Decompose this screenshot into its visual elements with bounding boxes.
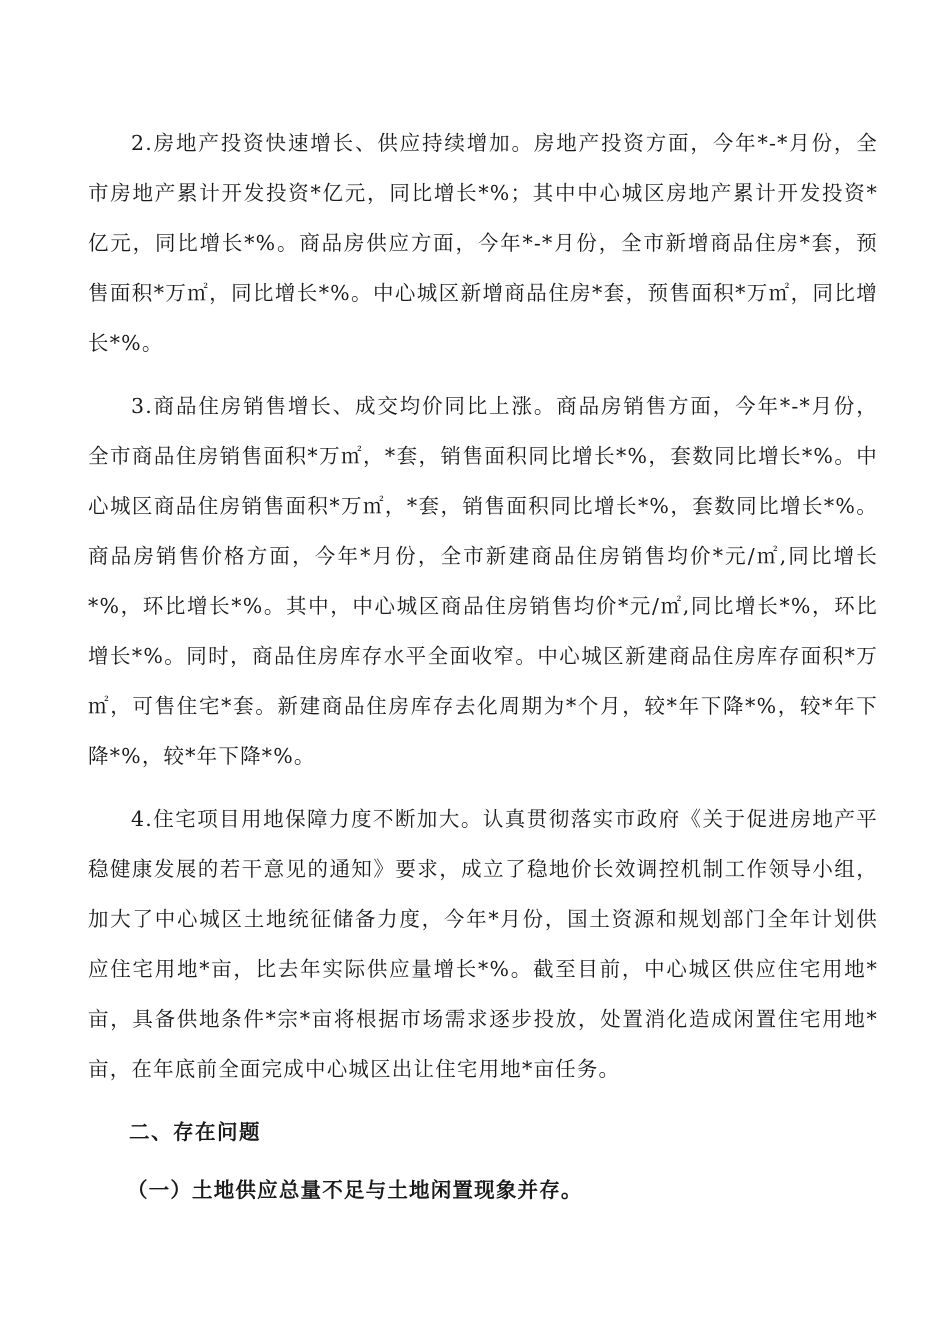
paragraph-investment-supply: 2.房地产投资快速增长、供应持续增加。房地产投资方面，今年*-*月份，全市房地产累计开发投资*亿元，同比增长*%；其中中心城区房地产累计开发投资*亿元，同比增长*%。商品房供应方面，今年*-*月份，全市新增商品住房*套，预售面积*万㎡，同比增长*%。中心城区新增商品住房*套，预售面积*万㎡，同比增长*%。 [88, 131, 878, 355]
paragraph-sales-price: 3.商品住房销售增长、成交均价同比上涨。商品房销售方面，今年*-*月份，全市商品住房销售面积*万㎡，*套，销售面积同比增长*%，套数同比增长*%。中心城区商品住房销售面积*万㎡，*套，销售面积同比增长*%，套数同比增长*%。商品房销售价格方面，今年*月份，全市新建商品住房销售均价*元/㎡,同比增长*%，环比增长*%。其中，中心城区商品住房销售均价*元/㎡,同比增长*%，环比增长*%。同时，商品住房库存水平全面收窄。中心城区新建商品住房库存面积*万㎡，可售住宅*套。新建商品住房库存去化周期为*个月，较*年下降*%，较*年下降*%，较*年下降*%。 [88, 394, 878, 768]
document-body [88, 118, 878, 1215]
subsection-heading: （一）土地供应总量不足与土地闲置现象并存。 [126, 1178, 583, 1202]
paragraph-land-supply: 4.住宅项目用地保障力度不断加大。认真贯彻落实市政府《关于促进房地产平稳健康发展的若干意见的通知》要求，成立了稳地价长效调控机制工作领导小组，加大了中心城区土地统征储备力度，今年*月份，国土资源和规划部门全年计划供应住宅用地*亩，比去年实际供应量增长*%。截至目前，中心城区供应住宅用地*亩，具备供地条件*宗*亩将根据市场需求逐步投放，处置消化造成闲置住宅用地*亩，在年底前全面完成中心城区出让住宅用地*亩任务。 [88, 807, 878, 1081]
section-heading: 二、存在问题 [129, 1120, 261, 1144]
